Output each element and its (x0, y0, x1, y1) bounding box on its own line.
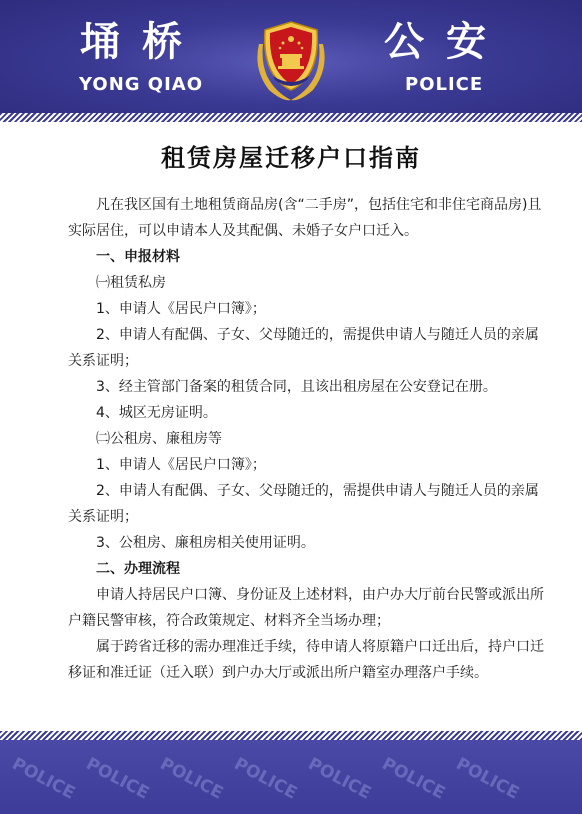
header-right-english: POLICE (405, 74, 484, 95)
subsection-public-rental: ㈡公租房、廉租房等 (96, 431, 222, 447)
footer-watermark: POLICE (452, 754, 523, 804)
subsection-private-rental: ㈠租赁私房 (96, 275, 166, 291)
list-item: 2、申请人有配偶、子女、父母随迁的，需提供申请人与随迁人员的亲属关系证明； (68, 327, 539, 369)
bottom-divider-stripe (0, 731, 582, 740)
list-item: 3、经主管部门备案的租赁合同，且该出租房屋在公安登记在册。 (96, 379, 497, 395)
list-item: 1、申请人《居民户口簿》； (96, 457, 266, 473)
footer-watermark: POLICE (82, 754, 153, 804)
list-item: 4、城区无房证明。 (96, 405, 217, 421)
list-item: 1、申请人《居民户口簿》； (96, 301, 266, 317)
section-heading-process: 二、办理流程 (96, 561, 180, 577)
footer-watermark: POLICE (230, 754, 301, 804)
top-divider-stripe (0, 113, 582, 122)
footer-watermark: POLICE (156, 754, 227, 804)
header-left-english: YONG QIAO (79, 74, 204, 95)
process-paragraph: 申请人持居民户口簿、身份证及上述材料，由户办大厅前台民警或派出所户籍民警审核，符合政策规定、材料齐全当场办理； (68, 587, 544, 629)
header-right-chinese: 公安 (384, 19, 508, 65)
intro-paragraph: 凡在我区国有土地租赁商品房(含“二手房”，包括住宅和非住宅商品房)且实际居住，可以申请本人及其配偶、未婚子女户口迁入。 (68, 197, 542, 239)
header-banner (0, 0, 582, 113)
page-title: 租赁房屋迁移户口指南 (161, 143, 421, 172)
section-heading-materials: 一、申报材料 (96, 249, 180, 265)
list-item: 2、申请人有配偶、子女、父母随迁的，需提供申请人与随迁人员的亲属关系证明； (68, 483, 539, 525)
footer-watermark: POLICE (8, 754, 79, 804)
header-left-chinese: 埇桥 (80, 19, 204, 65)
police-emblem-icon (249, 14, 333, 104)
footer-banner (0, 740, 582, 814)
process-paragraph: 属于跨省迁移的需办理准迁手续，待申请人将原籍户口迁出后，持户口迁移证和准迁证（迁入联）到户办大厅或派出所户籍室办理落户手续。 (68, 639, 544, 681)
footer-watermark: POLICE (304, 754, 375, 804)
content-area (0, 122, 582, 731)
footer-watermark: POLICE (378, 754, 449, 804)
guide-body (68, 192, 548, 686)
list-item: 3、公租房、廉租房相关使用证明。 (96, 535, 315, 551)
